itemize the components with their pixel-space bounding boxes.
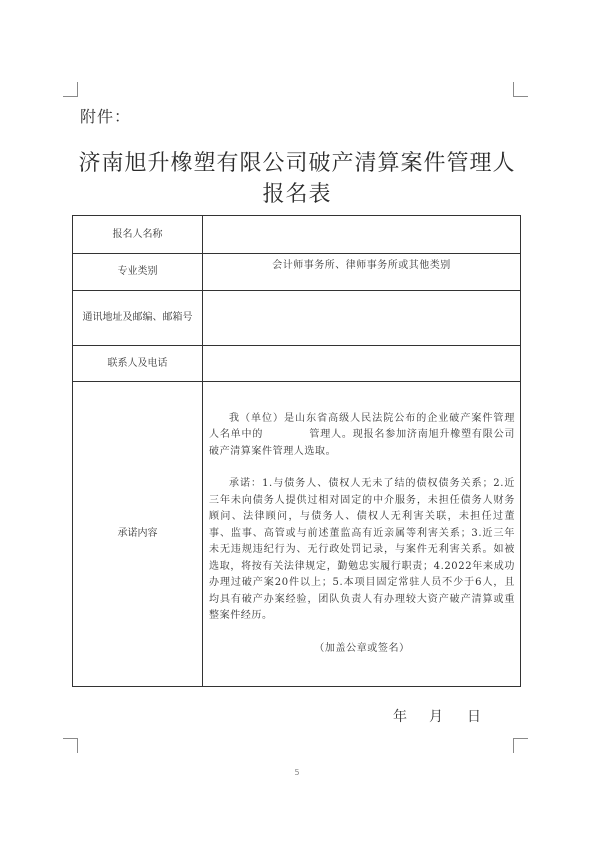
corner-mark-top-left [63,82,78,97]
date-day: 日 [467,709,481,725]
registrant-name-label: 报名人名称 [73,216,203,254]
date-year: 年 [393,709,407,725]
professional-category-hint: 会计师事务所、律师事务所或其他类别 [272,260,451,271]
document-title-line-2: 报名表 [262,182,332,207]
corner-mark-bottom-left [63,738,78,753]
pledge-paragraph-1 [209,411,515,461]
date-month: 月 [429,709,443,725]
address-label: 通讯地址及邮编、邮箱号 [73,291,203,346]
registration-form-table [72,215,521,687]
seal-or-signature-note: （加盖公章或签名） [314,642,410,654]
form-row-professional-category [73,254,521,291]
contact-label: 联系人及电话 [73,346,203,382]
pledge-label: 承诺内容 [73,382,203,687]
pledge-paragraph-1-end: 管理人。现报名参加济南旭升橡塑有限公司破产清算案件管理人选取。 [209,429,515,457]
corner-mark-top-right [513,82,528,97]
form-row-address [73,291,521,346]
corner-mark-bottom-right [513,738,528,753]
contact-field[interactable] [203,346,521,382]
form-row-registrant-name [73,216,521,254]
date-line [393,706,481,726]
attachment-label: 附件： [80,107,132,126]
professional-category-label: 专业类别 [73,254,203,291]
page-number: 5 [294,768,300,777]
pledge-content [203,382,521,687]
registrant-name-field[interactable] [203,216,521,254]
address-field[interactable] [203,291,521,346]
pledge-paragraph-1-start: 我（单位）是山东省高级人民法院公布的企业破产案件管理人名单中的 [209,412,515,441]
document-title-line-1: 济南旭升橡塑有限公司破产清算案件管理人 [78,151,516,176]
professional-category-field[interactable] [203,254,521,291]
form-row-pledge [73,382,521,687]
form-row-contact [73,346,521,382]
pledge-paragraph-2: 承诺：1.与债务人、债权人无未了结的债权债务关系；2.近三年未向债务人提供过相对固定的中介服务，未担任债务人财务顾问、法律顾问，与债务人、债权人无利害关联，未担任过董事、监事、高管或与前述董监高有近亲属等利害关系；3.近三年未无违规违纪行为、无行政处罚记录，与案件无利害关系。如被选取，将按有关法律规定，勤勉忠实履行职责；4.2022年来成功办理过破产案20件以上；5.本项目固定常驻人员不少于6人，且均具有破产办案经验，团队负责人有办理较大资产破产清算或重整案件经历。 [209,478,515,622]
